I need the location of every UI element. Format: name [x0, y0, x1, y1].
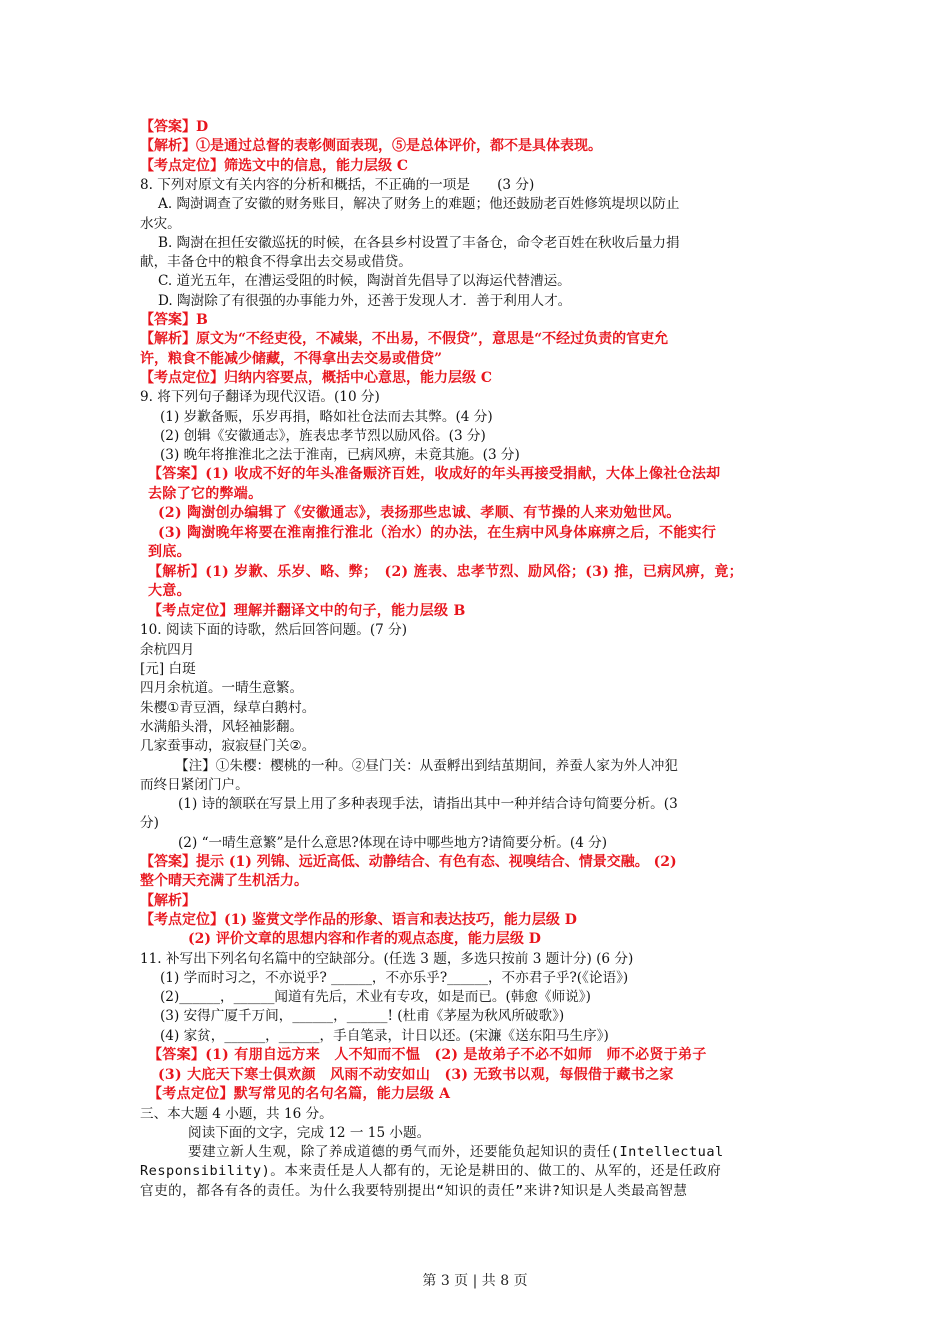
q9-item-3: (3) 晚年将推淮北之法于淮南，已病风痹，未竟其施。(3 分) [160, 447, 520, 464]
analysis-line: 【解析】原文为“不经吏役，不减粜，不出易，不假贷”，意思是“不经过负责的官吏允 [140, 331, 669, 348]
key-point-line: 【考点定位】归纳内容要点，概括中心意思，能力层级 C [140, 369, 493, 386]
q10-item-2: (2) “一晴生意繁”是什么意思?体现在诗中哪些地方?请简要分析。(4 分) [178, 834, 608, 851]
q11-item-3: (3) 安得广厦千万间，______，______! (杜甫《茅屋为秋风所破歌》) [160, 1008, 565, 1025]
key-point-line-2: (2) 评价文章的思想内容和作者的观点态度，能力层级 D [188, 931, 541, 948]
poem-line: 四月余杭道。一晴生意繁。 [140, 680, 304, 697]
section-3-heading: 三、本大题 4 小题，共 16 分。 [140, 1105, 333, 1122]
answer-line: 【答案】B [140, 312, 208, 328]
q10-item-1-cont: 分) [140, 815, 159, 832]
answer-line-cont: 整个晴天充满了生机活力。 [140, 873, 308, 890]
q11-item-4: (4) 家贫，______，______，手自笔录，计日以还。(宋濂《送东阳马生序》) [160, 1027, 609, 1044]
analysis-line-cont: 许，粮食不能减少储藏，不得拿出去交易或借贷” [140, 350, 443, 367]
question-8: 8. 下列对原文有关内容的分析和概括，不正确的一项是 (3 分) [140, 176, 535, 193]
question-9: 9. 将下列句子翻译为现代汉语。(10 分) [140, 389, 380, 406]
poem-line: 朱樱①青豆酒，绿草白鹅村。 [140, 699, 316, 716]
question-11: 11. 补写出下列名句名篇中的空缺部分。(任选 3 题，多选只按前 3 题计分) (6 分) [140, 950, 634, 967]
option-d: D. 陶澍除了有很强的办事能力外，还善于发现人才．善于利用人才。 [158, 292, 572, 309]
section-3-instruction: 阅读下面的文字，完成 12 一 15 小题。 [188, 1124, 431, 1141]
passage-line: 要建立新人生观，除了养成道德的勇气而外，还要能负起知识的责任(Intellectual [188, 1144, 724, 1161]
poem-title: 余杭四月 [140, 641, 195, 658]
key-point-line: 【考点定位】理解并翻译文中的句子，能力层级 B [148, 602, 466, 619]
poem-author: [元] 白珽 [140, 661, 196, 677]
poem-line: 几家蚕事动，寂寂昼门关②。 [140, 738, 316, 755]
poem-note: 【注】①朱樱：樱桃的一种。②昼门关：从蚕孵出到结茧期间，养蚕人家为外人冲犯 [175, 757, 678, 774]
analysis-line-cont: 大意。 [148, 583, 191, 600]
answer-line: 【答案】提示 (1) 列锦、远近高低、动静结合、有色有态、视嗅结合、情景交融。 (2) [140, 854, 677, 870]
analysis-line: 【解析】①是通过总督的表彰侧面表现，⑤是总体评价，都不是具体表现。 [140, 138, 602, 155]
answer-line: 【答案】D [140, 119, 209, 135]
q11-item-2: (2)______，______闻道有先后，术业有专攻，如是而已。(韩愈《师说》) [160, 989, 591, 1006]
q11-item-1: (1) 学而时习之，不亦说乎? ______，不亦乐乎?______，不亦君子乎?(《论语》) [160, 969, 629, 986]
passage-line: Responsibility)。本来责任是人人都有的，无论是耕田的、做工的、从军的，还是任政府 [140, 1163, 722, 1180]
answer-line-cont: (3) 大庇天下寒士俱欢颜 风雨不动安如山 (3) 无致书以观，每假借于藏书之家 [158, 1066, 674, 1083]
answer-line: 【答案】(1) 收成不好的年头准备赈济百姓，收成好的年头再接受捐献，大体上像社仓法却 [148, 466, 721, 483]
key-point-line: 【考点定位】默写常见的名句名篇，能力层级 A [148, 1086, 451, 1102]
answer-line-2: (2) 陶澍创办编辑了《安徽通志》，表扬那些忠诚、孝顺、有节操的人来劝勉世风。 [158, 505, 681, 522]
key-point-line: 【考点定位】筛选文中的信息，能力层级 C [140, 157, 409, 174]
option-c: C. 道光五年，在漕运受阻的时候，陶澍首先倡导了以海运代替漕运。 [158, 273, 571, 290]
option-b-cont: 献，丰备仓中的粮食不得拿出去交易或借贷。 [140, 254, 412, 271]
question-10: 10. 阅读下面的诗歌，然后回答问题。(7 分) [140, 622, 408, 639]
answer-line-3: (3) 陶澍晚年将要在淮南推行淮北（治水）的办法，在生病中风身体麻痹之后，不能实行 [158, 524, 717, 541]
answer-line: 【答案】(1) 有朋自远方来 人不知而不愠 (2) 是故弟子不必不如师 师不必贤于弟子 [148, 1047, 707, 1063]
analysis-line: 【解析】 [140, 892, 196, 909]
answer-line-3-cont: 到底。 [148, 544, 191, 561]
key-point-line: 【考点定位】(1) 鉴赏文学作品的形象、语言和表达技巧，能力层级 D [140, 911, 577, 928]
poem-line: 水满船头滑，风轻袖影翻。 [140, 718, 304, 735]
analysis-line: 【解析】(1) 岁歉、乐岁、略、弊； (2) 旌表、忠孝节烈、励风俗；(3) 推，已病风痹，竟； [148, 563, 743, 580]
q10-item-1: (1) 诗的颔联在写景上用了多种表现手法，请指出其中一种并结合诗句简要分析。(3 [178, 796, 678, 813]
option-b: B. 陶澍在担任安徽巡抚的时候，在各县乡村设置了丰备仓，命令老百姓在秋收后量力捐 [158, 234, 680, 251]
q9-item-1: (1) 岁歉备赈，乐岁再捐，略如社仓法而去其弊。(4 分) [160, 408, 493, 425]
page-footer: 第 3 页 | 共 8 页 [422, 1273, 528, 1289]
poem-note-cont: 而终日紧闭门户。 [140, 776, 249, 793]
option-a: A. 陶澍调查了安徽的财务账目，解决了财务上的难题；他还鼓励老百姓修筑堤坝以防止 [158, 196, 680, 213]
passage-line: 官吏的，都各有各的责任。为什么我要特别提出“知识的责任”来讲?知识是人类最高智慧 [140, 1182, 688, 1199]
answer-line-cont: 去除了它的弊端。 [148, 485, 263, 502]
option-a-cont: 水灾。 [140, 215, 181, 232]
q9-item-2: (2) 创辑《安徽通志》，旌表忠孝节烈以励风俗。(3 分) [160, 427, 486, 444]
